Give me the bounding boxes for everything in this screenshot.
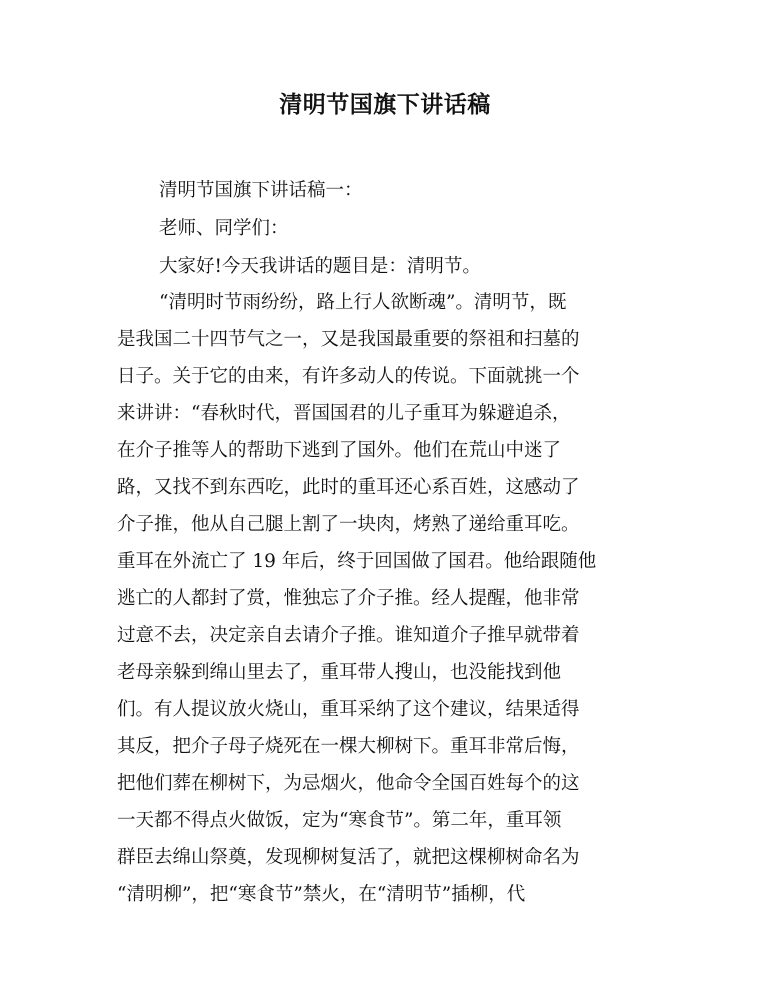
text-line: “清明柳”，把“寒食节”禁火，在“清明节”插柳，代 — [117, 884, 526, 905]
text-line: 群臣去绵山祭奠，发现柳树复活了，就把这棵柳树命名为 — [117, 847, 580, 868]
text-line: 老母亲躲到绵山里去了，重耳带人搜山，也没能找到他 — [117, 662, 562, 683]
document-title: 清明节国旗下讲话稿 — [279, 92, 491, 118]
text-line: 把他们葬在柳树下，为忌烟火，他命令全国百姓每个的这 — [117, 773, 580, 794]
text-line: 在介子推等人的帮助下逃到了国外。他们在荒山中迷了 — [117, 440, 562, 461]
text-line: 清明节国旗下讲话稿一： — [159, 180, 363, 201]
text-line: 逃亡的人都封了赏，惟独忘了介子推。经人提醒，他非常 — [117, 588, 580, 609]
text-line: 大家好!今天我讲话的题目是：清明节。 — [159, 256, 481, 277]
text-line: 过意不去，决定亲自去请介子推。谁知道介子推早就带着 — [117, 625, 580, 646]
text-line: 一天都不得点火做饭，定为“寒食节”。第二年，重耳领 — [117, 810, 562, 831]
text-line: 其反，把介子母子烧死在一棵大柳树下。重耳非常后悔， — [117, 736, 580, 757]
text-line: 介子推，他从自己腿上割了一块肉，烤熟了递给重耳吃。 — [117, 514, 580, 535]
text-line: “清明时节雨纷纷，路上行人欲断魂”。清明节，既 — [159, 292, 567, 313]
text-line: 日子。关于它的由来，有许多动人的传说。下面就挑一个 — [117, 366, 580, 387]
text-line: 们。有人提议放火烧山，重耳采纳了这个建议，结果适得 — [117, 699, 580, 720]
text-line: 重耳在外流亡了 19 年后，终于回国做了国君。他给跟随他 — [117, 551, 597, 572]
text-line: 路，又找不到东西吃，此时的重耳还心系百姓，这感动了 — [117, 477, 580, 498]
text-line: 老师、同学们： — [159, 218, 289, 239]
text-line: 来讲讲：“春秋时代，晋国国君的儿子重耳为躲避追杀， — [117, 403, 571, 424]
text-line: 是我国二十四节气之一，又是我国最重要的祭祖和扫墓的 — [117, 329, 580, 350]
